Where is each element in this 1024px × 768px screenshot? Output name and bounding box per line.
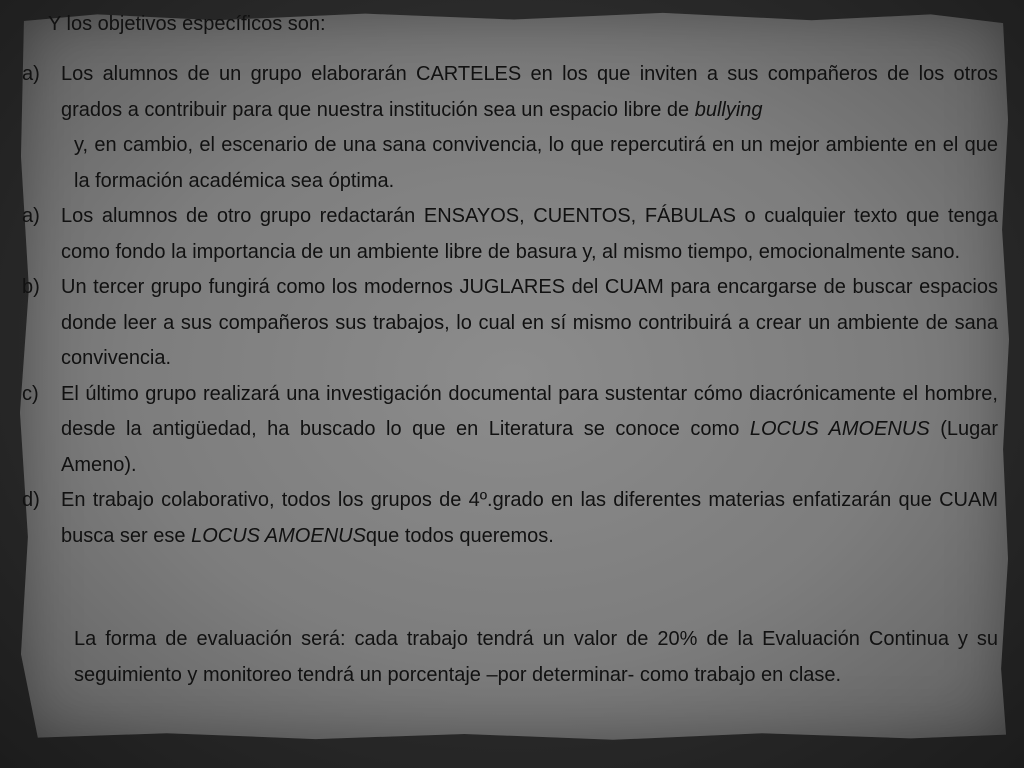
list-marker: b) — [22, 276, 40, 298]
list-item — [22, 483, 998, 554]
list-item — [22, 270, 998, 377]
list-item-text-tail: (Lugar Ameno). — [61, 418, 999, 476]
list-marker: a) — [22, 205, 40, 227]
list-item-text-tail: que todos queremos. — [365, 524, 554, 547]
evaluation-paragraph: La forma de evaluación será: cada trabajo tendrá un valor de 20% de la Evaluación Continua y su seguimiento y monitoreo tendrá un porcentaje –por determinar- como trabajo en clase. — [74, 628, 998, 686]
list-item-body — [61, 483, 998, 554]
list-item-text-italic: LOCUS AMOENUS — [191, 524, 366, 547]
objectives-list — [22, 57, 998, 554]
list-item-continuation: y, en cambio, el escenario de una sana convivencia, lo que repercutirá en un mejor ambiente en el que la formación académica sea óptima. — [74, 134, 998, 192]
list-item — [22, 199, 998, 270]
list-marker: d) — [22, 489, 40, 511]
list-item — [22, 57, 998, 199]
list-item-body — [61, 57, 998, 199]
list-item-body — [61, 377, 998, 484]
list-item-text — [61, 57, 998, 128]
list-item — [22, 377, 998, 484]
list-marker: a) — [22, 63, 40, 85]
objectives-heading: Y los objetivos específicos son: — [48, 13, 326, 35]
list-item-text-italic: LOCUS AMOENUS — [749, 418, 930, 440]
list-item-text-main: Los alumnos de un grupo elaborarán CARTELES en los que inviten a sus compañeros de los otros grados a contribuir para que nuestra institución sea un espacio libre de — [61, 63, 998, 121]
list-item-text-main: En trabajo colaborativo, todos los grupos de 4º.grado en las diferentes materias enfatizarán que CUAM busca ser ese — [61, 489, 998, 547]
list-item-text-italic: bullying — [694, 98, 763, 121]
list-item-text-main: El último grupo realizará una investigación documental para sustentar cómo diacrónicamente el hombre, desde la antigüedad, ha buscado lo que en Literatura se conoce como — [61, 382, 998, 440]
list-item-text: Un tercer grupo fungirá como los modernos JUGLARES del CUAM para encargarse de buscar espacios donde leer a sus compañeros sus trabajos, lo cual en sí mismo contribuirá a crear un ambiente de sana convivencia. — [61, 276, 998, 369]
list-marker: c) — [22, 382, 39, 405]
list-item-text: Los alumnos de otro grupo redactarán ENSAYOS, CUENTOS, FÁBULAS o cualquier texto que tenga como fondo la importancia de un ambiente libre de basura y, al mismo tiempo, emocionalmente sano. — [61, 205, 998, 263]
